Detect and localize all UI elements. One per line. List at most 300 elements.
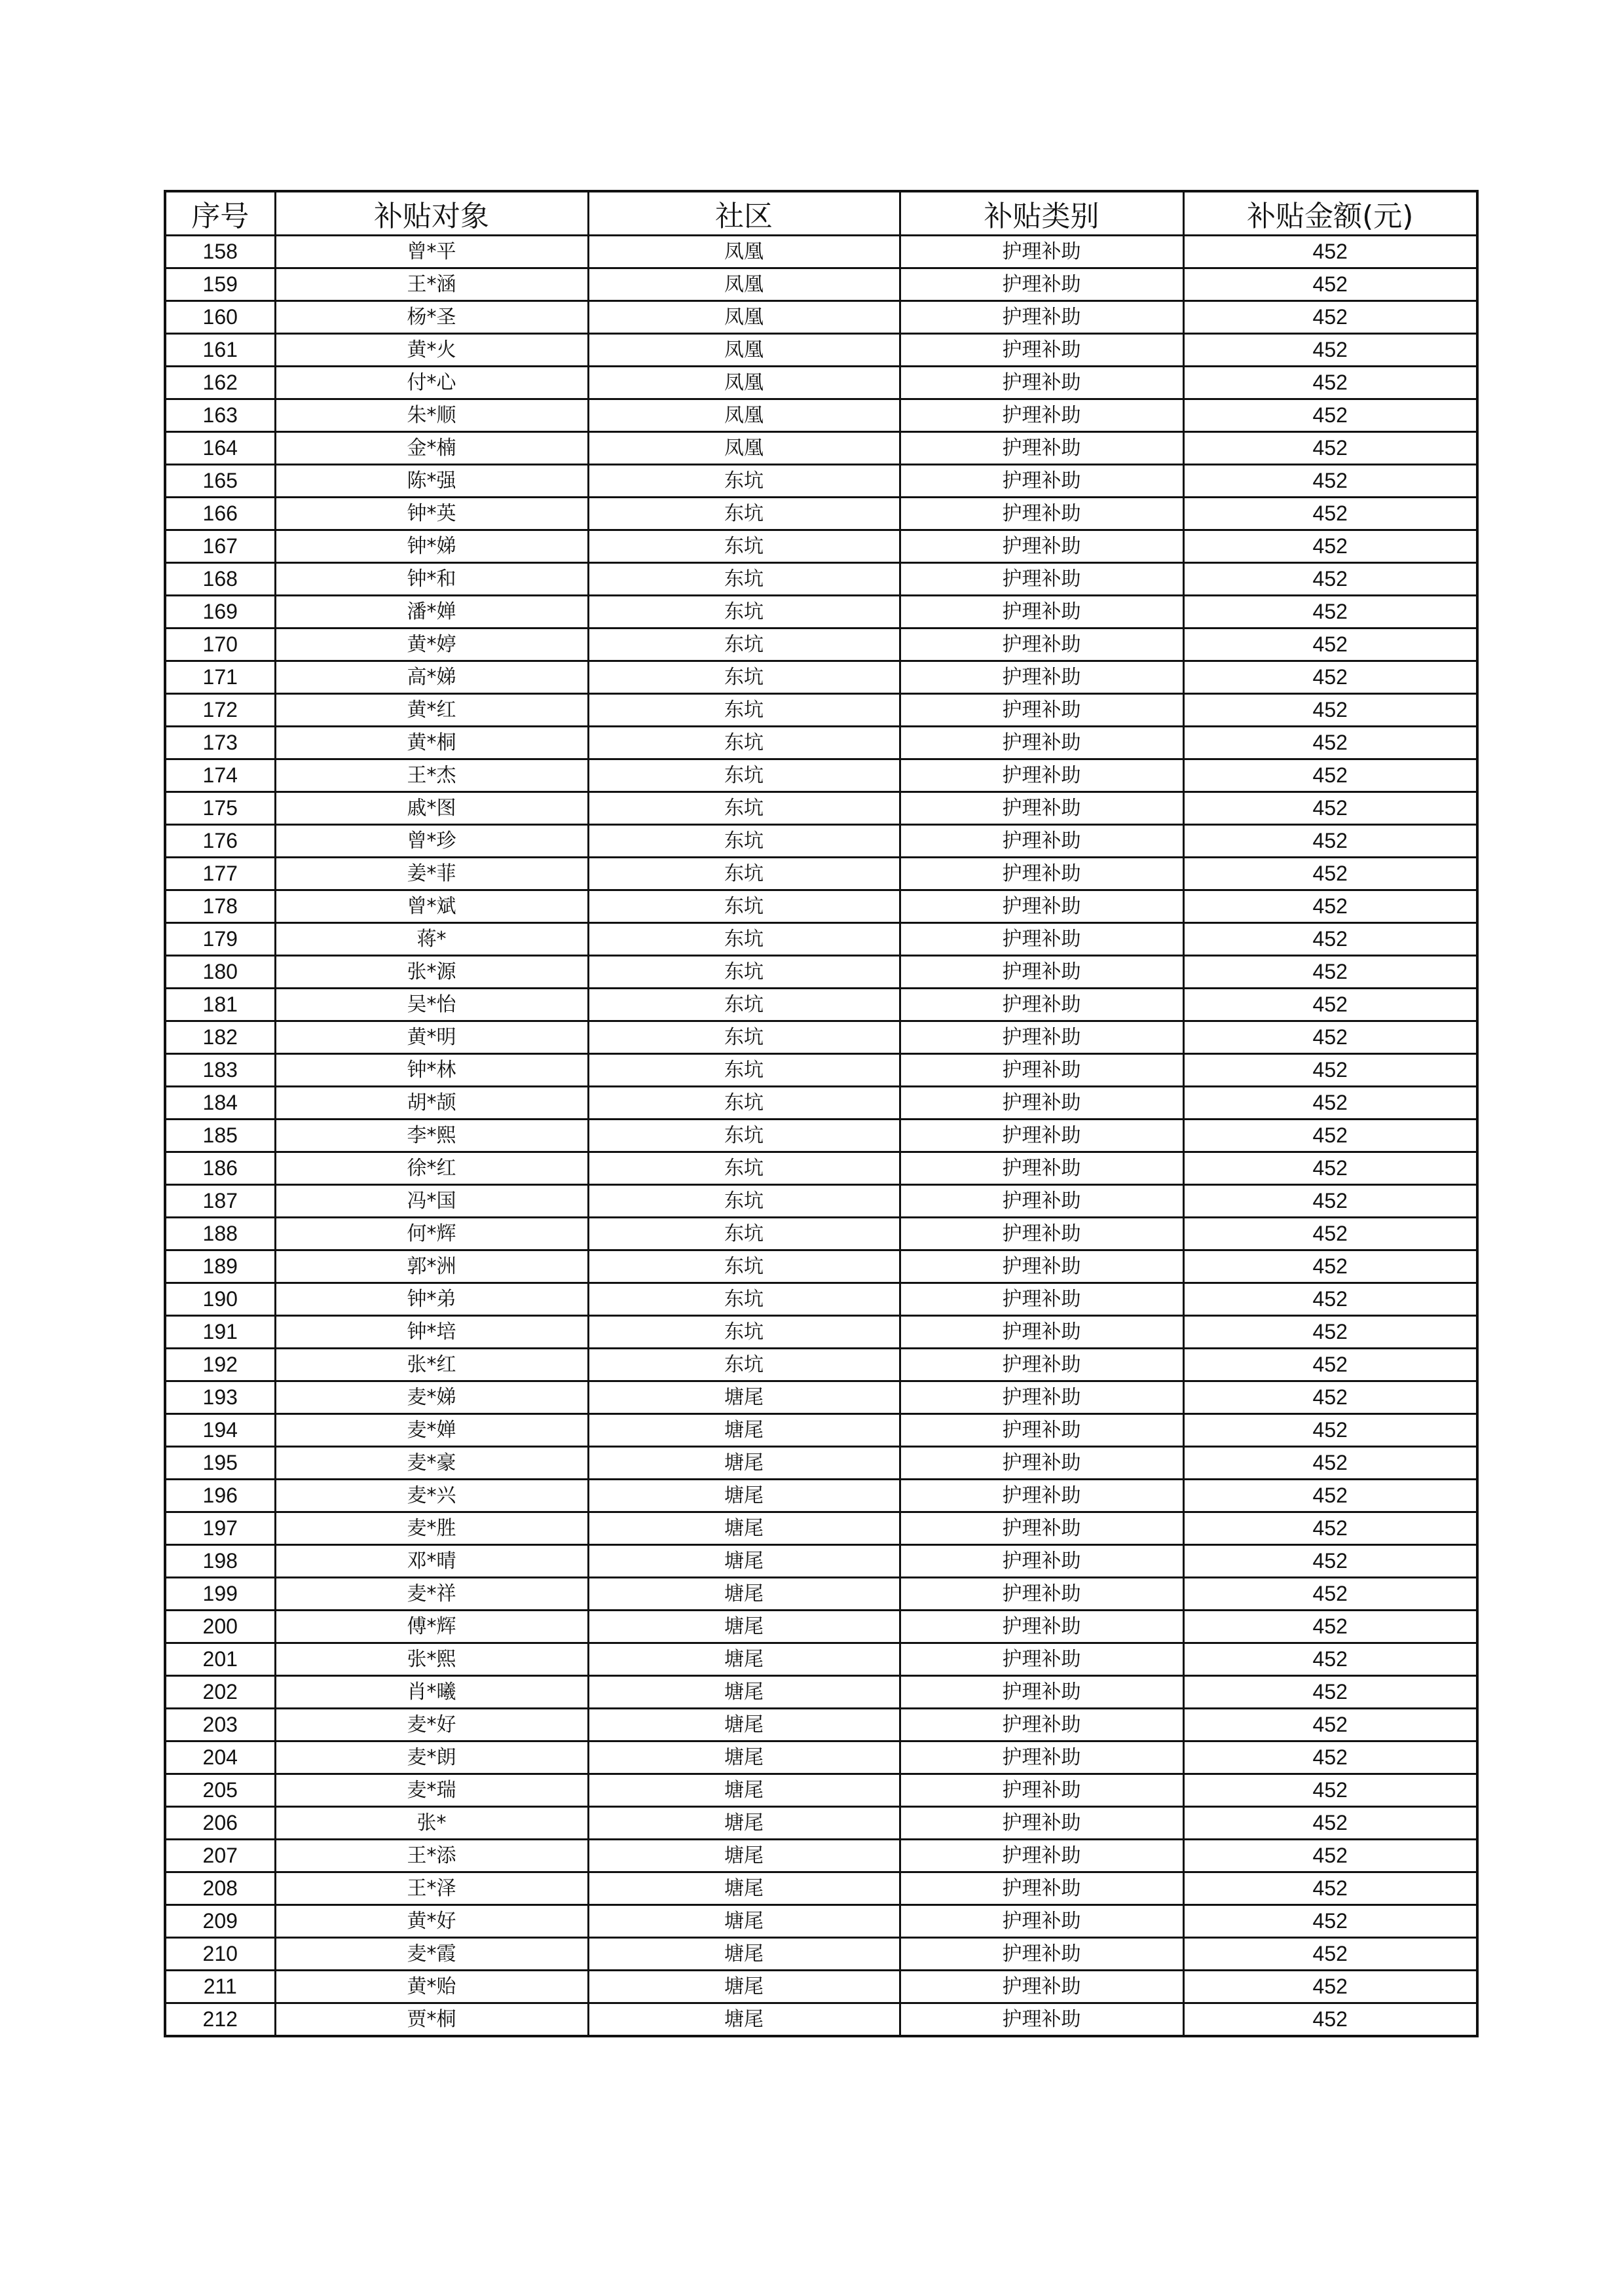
cell-category: 护理补助 (900, 1971, 1183, 2003)
cell-amount: 452 (1183, 1971, 1477, 2003)
cell-category: 护理补助 (900, 1512, 1183, 1545)
cell-recipient: 钟*娣 (275, 530, 588, 563)
cell-community: 塘尾 (588, 1447, 900, 1480)
cell-amount: 452 (1183, 1021, 1477, 1054)
table-row (165, 2003, 1477, 2037)
cell-community: 东坑 (588, 923, 900, 956)
cell-category: 护理补助 (900, 1611, 1183, 1643)
cell-amount: 452 (1183, 1447, 1477, 1480)
cell-community: 东坑 (588, 563, 900, 596)
cell-community: 塘尾 (588, 1971, 900, 2003)
cell-category: 护理补助 (900, 890, 1183, 923)
cell-category: 护理补助 (900, 759, 1183, 792)
cell-index: 196 (165, 1480, 275, 1512)
cell-community: 塘尾 (588, 2003, 900, 2037)
table-row (165, 1087, 1477, 1120)
cell-community: 东坑 (588, 792, 900, 825)
cell-recipient: 高*娣 (275, 661, 588, 694)
table-row (165, 498, 1477, 530)
cell-recipient: 黄*桐 (275, 727, 588, 759)
cell-amount: 452 (1183, 1512, 1477, 1545)
table-row (165, 629, 1477, 661)
table-row (165, 694, 1477, 727)
cell-index: 173 (165, 727, 275, 759)
header-community: 社区 (588, 191, 900, 236)
cell-recipient: 麦*霞 (275, 1938, 588, 1971)
cell-amount: 452 (1183, 1185, 1477, 1218)
table-row (165, 1152, 1477, 1185)
cell-category: 护理补助 (900, 1840, 1183, 1872)
cell-category: 护理补助 (900, 661, 1183, 694)
header-category: 补贴类别 (900, 191, 1183, 236)
cell-recipient: 麦*瑞 (275, 1774, 588, 1807)
cell-recipient: 蒋* (275, 923, 588, 956)
cell-index: 186 (165, 1152, 275, 1185)
cell-category: 护理补助 (900, 301, 1183, 334)
cell-recipient: 黄*贻 (275, 1971, 588, 2003)
cell-category: 护理补助 (900, 792, 1183, 825)
cell-amount: 452 (1183, 563, 1477, 596)
cell-recipient: 胡*颉 (275, 1087, 588, 1120)
table-row (165, 563, 1477, 596)
cell-community: 塘尾 (588, 1512, 900, 1545)
cell-community: 塘尾 (588, 1676, 900, 1709)
cell-index: 178 (165, 890, 275, 923)
cell-recipient: 王*添 (275, 1840, 588, 1872)
cell-index: 210 (165, 1938, 275, 1971)
cell-amount: 452 (1183, 1152, 1477, 1185)
cell-index: 203 (165, 1709, 275, 1741)
cell-category: 护理补助 (900, 727, 1183, 759)
cell-index: 183 (165, 1054, 275, 1087)
cell-community: 塘尾 (588, 1872, 900, 1905)
cell-recipient: 黄*红 (275, 694, 588, 727)
table-row (165, 334, 1477, 367)
cell-recipient: 李*熙 (275, 1120, 588, 1152)
cell-community: 东坑 (588, 759, 900, 792)
cell-index: 205 (165, 1774, 275, 1807)
table-row (165, 1250, 1477, 1283)
cell-index: 162 (165, 367, 275, 399)
cell-amount: 452 (1183, 1611, 1477, 1643)
table-row (165, 956, 1477, 989)
cell-category: 护理补助 (900, 858, 1183, 890)
cell-category: 护理补助 (900, 1709, 1183, 1741)
cell-category: 护理补助 (900, 1774, 1183, 1807)
cell-recipient: 付*心 (275, 367, 588, 399)
table-row (165, 465, 1477, 498)
cell-index: 201 (165, 1643, 275, 1676)
cell-category: 护理补助 (900, 1480, 1183, 1512)
table-row (165, 1185, 1477, 1218)
cell-category: 护理补助 (900, 432, 1183, 465)
cell-category: 护理补助 (900, 1741, 1183, 1774)
cell-index: 177 (165, 858, 275, 890)
cell-index: 161 (165, 334, 275, 367)
cell-community: 塘尾 (588, 1381, 900, 1414)
cell-recipient: 钟*林 (275, 1054, 588, 1087)
cell-recipient: 麦*胜 (275, 1512, 588, 1545)
cell-recipient: 钟*和 (275, 563, 588, 596)
cell-community: 塘尾 (588, 1905, 900, 1938)
cell-amount: 452 (1183, 825, 1477, 858)
table-row (165, 268, 1477, 301)
cell-category: 护理补助 (900, 1250, 1183, 1283)
cell-category: 护理补助 (900, 367, 1183, 399)
cell-recipient: 徐*红 (275, 1152, 588, 1185)
cell-index: 158 (165, 236, 275, 268)
cell-community: 东坑 (588, 1021, 900, 1054)
cell-recipient: 钟*培 (275, 1316, 588, 1349)
cell-amount: 452 (1183, 1120, 1477, 1152)
cell-category: 护理补助 (900, 1349, 1183, 1381)
cell-community: 东坑 (588, 498, 900, 530)
cell-community: 东坑 (588, 1185, 900, 1218)
cell-recipient: 钟*弟 (275, 1283, 588, 1316)
cell-amount: 452 (1183, 1480, 1477, 1512)
cell-index: 184 (165, 1087, 275, 1120)
cell-index: 179 (165, 923, 275, 956)
cell-community: 塘尾 (588, 1774, 900, 1807)
cell-index: 202 (165, 1676, 275, 1709)
table-row (165, 1283, 1477, 1316)
cell-amount: 452 (1183, 530, 1477, 563)
table-row (165, 727, 1477, 759)
cell-index: 187 (165, 1185, 275, 1218)
table-body (165, 236, 1477, 2037)
cell-category: 护理补助 (900, 498, 1183, 530)
table-row (165, 1578, 1477, 1611)
cell-category: 护理补助 (900, 268, 1183, 301)
cell-recipient: 麦*娣 (275, 1381, 588, 1414)
cell-category: 护理补助 (900, 1578, 1183, 1611)
cell-amount: 452 (1183, 1905, 1477, 1938)
cell-recipient: 曾*斌 (275, 890, 588, 923)
cell-recipient: 吴*怡 (275, 989, 588, 1021)
cell-community: 塘尾 (588, 1840, 900, 1872)
cell-community: 塘尾 (588, 1414, 900, 1447)
cell-category: 护理补助 (900, 1414, 1183, 1447)
cell-category: 护理补助 (900, 1054, 1183, 1087)
table-row (165, 1840, 1477, 1872)
cell-amount: 452 (1183, 1938, 1477, 1971)
cell-index: 208 (165, 1872, 275, 1905)
cell-recipient: 郭*洲 (275, 1250, 588, 1283)
cell-community: 东坑 (588, 1316, 900, 1349)
cell-category: 护理补助 (900, 1872, 1183, 1905)
cell-amount: 452 (1183, 268, 1477, 301)
cell-community: 凤凰 (588, 432, 900, 465)
cell-index: 180 (165, 956, 275, 989)
cell-recipient: 陈*强 (275, 465, 588, 498)
cell-amount: 452 (1183, 1545, 1477, 1578)
cell-recipient: 王*泽 (275, 1872, 588, 1905)
cell-category: 护理补助 (900, 596, 1183, 629)
table-row (165, 1316, 1477, 1349)
table-row (165, 923, 1477, 956)
cell-amount: 452 (1183, 1316, 1477, 1349)
cell-index: 176 (165, 825, 275, 858)
cell-amount: 452 (1183, 1578, 1477, 1611)
cell-index: 207 (165, 1840, 275, 1872)
cell-index: 170 (165, 629, 275, 661)
cell-category: 护理补助 (900, 2003, 1183, 2037)
cell-amount: 452 (1183, 465, 1477, 498)
cell-community: 东坑 (588, 1054, 900, 1087)
cell-index: 191 (165, 1316, 275, 1349)
table-row (165, 1774, 1477, 1807)
cell-community: 塘尾 (588, 1611, 900, 1643)
cell-category: 护理补助 (900, 236, 1183, 268)
cell-recipient: 朱*顺 (275, 399, 588, 432)
cell-recipient: 黄*婷 (275, 629, 588, 661)
cell-community: 东坑 (588, 1152, 900, 1185)
cell-category: 护理补助 (900, 825, 1183, 858)
cell-amount: 452 (1183, 1774, 1477, 1807)
cell-index: 168 (165, 563, 275, 596)
cell-index: 182 (165, 1021, 275, 1054)
table-row (165, 1807, 1477, 1840)
cell-amount: 452 (1183, 759, 1477, 792)
cell-amount: 452 (1183, 1054, 1477, 1087)
cell-category: 护理补助 (900, 465, 1183, 498)
cell-index: 163 (165, 399, 275, 432)
cell-category: 护理补助 (900, 399, 1183, 432)
cell-index: 211 (165, 1971, 275, 2003)
table-row (165, 1905, 1477, 1938)
table-row (165, 858, 1477, 890)
table-row (165, 1480, 1477, 1512)
cell-category: 护理补助 (900, 1283, 1183, 1316)
cell-category: 护理补助 (900, 1807, 1183, 1840)
cell-amount: 452 (1183, 1414, 1477, 1447)
table-row (165, 1643, 1477, 1676)
cell-index: 190 (165, 1283, 275, 1316)
cell-amount: 452 (1183, 367, 1477, 399)
table-row (165, 759, 1477, 792)
cell-recipient: 张* (275, 1807, 588, 1840)
cell-index: 164 (165, 432, 275, 465)
cell-category: 护理补助 (900, 629, 1183, 661)
cell-recipient: 冯*国 (275, 1185, 588, 1218)
cell-community: 东坑 (588, 1250, 900, 1283)
cell-amount: 452 (1183, 956, 1477, 989)
cell-index: 181 (165, 989, 275, 1021)
table-row (165, 399, 1477, 432)
cell-index: 167 (165, 530, 275, 563)
cell-amount: 452 (1183, 236, 1477, 268)
table-row (165, 1611, 1477, 1643)
cell-amount: 452 (1183, 1741, 1477, 1774)
cell-amount: 452 (1183, 1807, 1477, 1840)
cell-community: 凤凰 (588, 301, 900, 334)
cell-category: 护理补助 (900, 1447, 1183, 1480)
cell-amount: 452 (1183, 432, 1477, 465)
cell-amount: 452 (1183, 629, 1477, 661)
cell-category: 护理补助 (900, 1120, 1183, 1152)
cell-amount: 452 (1183, 2003, 1477, 2037)
cell-category: 护理补助 (900, 923, 1183, 956)
cell-recipient: 麦*祥 (275, 1578, 588, 1611)
cell-community: 东坑 (588, 661, 900, 694)
cell-recipient: 傅*辉 (275, 1611, 588, 1643)
cell-category: 护理补助 (900, 1021, 1183, 1054)
cell-index: 188 (165, 1218, 275, 1250)
table-row (165, 1545, 1477, 1578)
table-row (165, 890, 1477, 923)
cell-category: 护理补助 (900, 334, 1183, 367)
cell-category: 护理补助 (900, 1381, 1183, 1414)
cell-amount: 452 (1183, 1643, 1477, 1676)
cell-community: 塘尾 (588, 1807, 900, 1840)
cell-recipient: 曾*平 (275, 236, 588, 268)
cell-recipient: 邓*晴 (275, 1545, 588, 1578)
cell-recipient: 戚*图 (275, 792, 588, 825)
cell-community: 凤凰 (588, 236, 900, 268)
cell-recipient: 麦*豪 (275, 1447, 588, 1480)
cell-amount: 452 (1183, 1250, 1477, 1283)
cell-recipient: 杨*圣 (275, 301, 588, 334)
cell-amount: 452 (1183, 792, 1477, 825)
cell-recipient: 麦*朗 (275, 1741, 588, 1774)
cell-category: 护理补助 (900, 1643, 1183, 1676)
header-recipient: 补贴对象 (275, 191, 588, 236)
cell-recipient: 黄*明 (275, 1021, 588, 1054)
cell-recipient: 张*源 (275, 956, 588, 989)
cell-index: 192 (165, 1349, 275, 1381)
cell-recipient: 钟*英 (275, 498, 588, 530)
cell-category: 护理补助 (900, 563, 1183, 596)
cell-community: 东坑 (588, 858, 900, 890)
cell-index: 169 (165, 596, 275, 629)
table-row (165, 1971, 1477, 2003)
cell-community: 东坑 (588, 596, 900, 629)
cell-amount: 452 (1183, 989, 1477, 1021)
cell-amount: 452 (1183, 596, 1477, 629)
cell-amount: 452 (1183, 498, 1477, 530)
cell-index: 194 (165, 1414, 275, 1447)
header-index: 序号 (165, 191, 275, 236)
cell-amount: 452 (1183, 301, 1477, 334)
subsidy-table (164, 190, 1479, 2037)
cell-amount: 452 (1183, 858, 1477, 890)
cell-community: 东坑 (588, 989, 900, 1021)
table-row (165, 1021, 1477, 1054)
cell-category: 护理补助 (900, 1676, 1183, 1709)
cell-amount: 452 (1183, 694, 1477, 727)
cell-index: 209 (165, 1905, 275, 1938)
cell-index: 175 (165, 792, 275, 825)
cell-index: 199 (165, 1578, 275, 1611)
cell-community: 凤凰 (588, 399, 900, 432)
cell-amount: 452 (1183, 1349, 1477, 1381)
cell-amount: 452 (1183, 661, 1477, 694)
cell-recipient: 黄*好 (275, 1905, 588, 1938)
cell-category: 护理补助 (900, 1905, 1183, 1938)
table-row (165, 1938, 1477, 1971)
cell-community: 东坑 (588, 530, 900, 563)
cell-recipient: 曾*珍 (275, 825, 588, 858)
table-row (165, 1676, 1477, 1709)
table-row (165, 1054, 1477, 1087)
table-row (165, 1120, 1477, 1152)
cell-category: 护理补助 (900, 1545, 1183, 1578)
cell-community: 塘尾 (588, 1741, 900, 1774)
header-amount: 补贴金额(元) (1183, 191, 1477, 236)
cell-recipient: 王*杰 (275, 759, 588, 792)
cell-recipient: 金*楠 (275, 432, 588, 465)
cell-index: 166 (165, 498, 275, 530)
cell-community: 东坑 (588, 1283, 900, 1316)
cell-amount: 452 (1183, 1840, 1477, 1872)
cell-community: 东坑 (588, 825, 900, 858)
cell-index: 212 (165, 2003, 275, 2037)
cell-recipient: 姜*菲 (275, 858, 588, 890)
table-row (165, 530, 1477, 563)
cell-community: 塘尾 (588, 1938, 900, 1971)
cell-index: 206 (165, 1807, 275, 1840)
cell-index: 197 (165, 1512, 275, 1545)
table-row (165, 792, 1477, 825)
cell-amount: 452 (1183, 727, 1477, 759)
table-row (165, 1349, 1477, 1381)
cell-amount: 452 (1183, 890, 1477, 923)
cell-recipient: 张*红 (275, 1349, 588, 1381)
table-row (165, 1512, 1477, 1545)
cell-category: 护理补助 (900, 1316, 1183, 1349)
cell-index: 159 (165, 268, 275, 301)
cell-amount: 452 (1183, 334, 1477, 367)
cell-community: 东坑 (588, 1120, 900, 1152)
table-row (165, 301, 1477, 334)
cell-index: 198 (165, 1545, 275, 1578)
cell-community: 东坑 (588, 1087, 900, 1120)
cell-index: 185 (165, 1120, 275, 1152)
cell-category: 护理补助 (900, 956, 1183, 989)
table-row (165, 236, 1477, 268)
cell-amount: 452 (1183, 923, 1477, 956)
cell-index: 165 (165, 465, 275, 498)
cell-community: 塘尾 (588, 1578, 900, 1611)
cell-amount: 452 (1183, 1218, 1477, 1250)
table-row (165, 1447, 1477, 1480)
cell-community: 东坑 (588, 629, 900, 661)
cell-category: 护理补助 (900, 1087, 1183, 1120)
cell-category: 护理补助 (900, 989, 1183, 1021)
cell-recipient: 麦*婵 (275, 1414, 588, 1447)
table-row (165, 1741, 1477, 1774)
cell-category: 护理补助 (900, 1185, 1183, 1218)
cell-recipient: 黄*火 (275, 334, 588, 367)
cell-index: 189 (165, 1250, 275, 1283)
cell-community: 凤凰 (588, 268, 900, 301)
cell-index: 172 (165, 694, 275, 727)
cell-recipient: 潘*婵 (275, 596, 588, 629)
cell-recipient: 麦*好 (275, 1709, 588, 1741)
table-row (165, 661, 1477, 694)
table-row (165, 1709, 1477, 1741)
cell-index: 204 (165, 1741, 275, 1774)
table-row (165, 825, 1477, 858)
cell-community: 塘尾 (588, 1545, 900, 1578)
cell-category: 护理补助 (900, 694, 1183, 727)
cell-category: 护理补助 (900, 1938, 1183, 1971)
cell-index: 200 (165, 1611, 275, 1643)
cell-community: 塘尾 (588, 1709, 900, 1741)
cell-amount: 452 (1183, 1381, 1477, 1414)
table-row (165, 596, 1477, 629)
cell-recipient: 麦*兴 (275, 1480, 588, 1512)
